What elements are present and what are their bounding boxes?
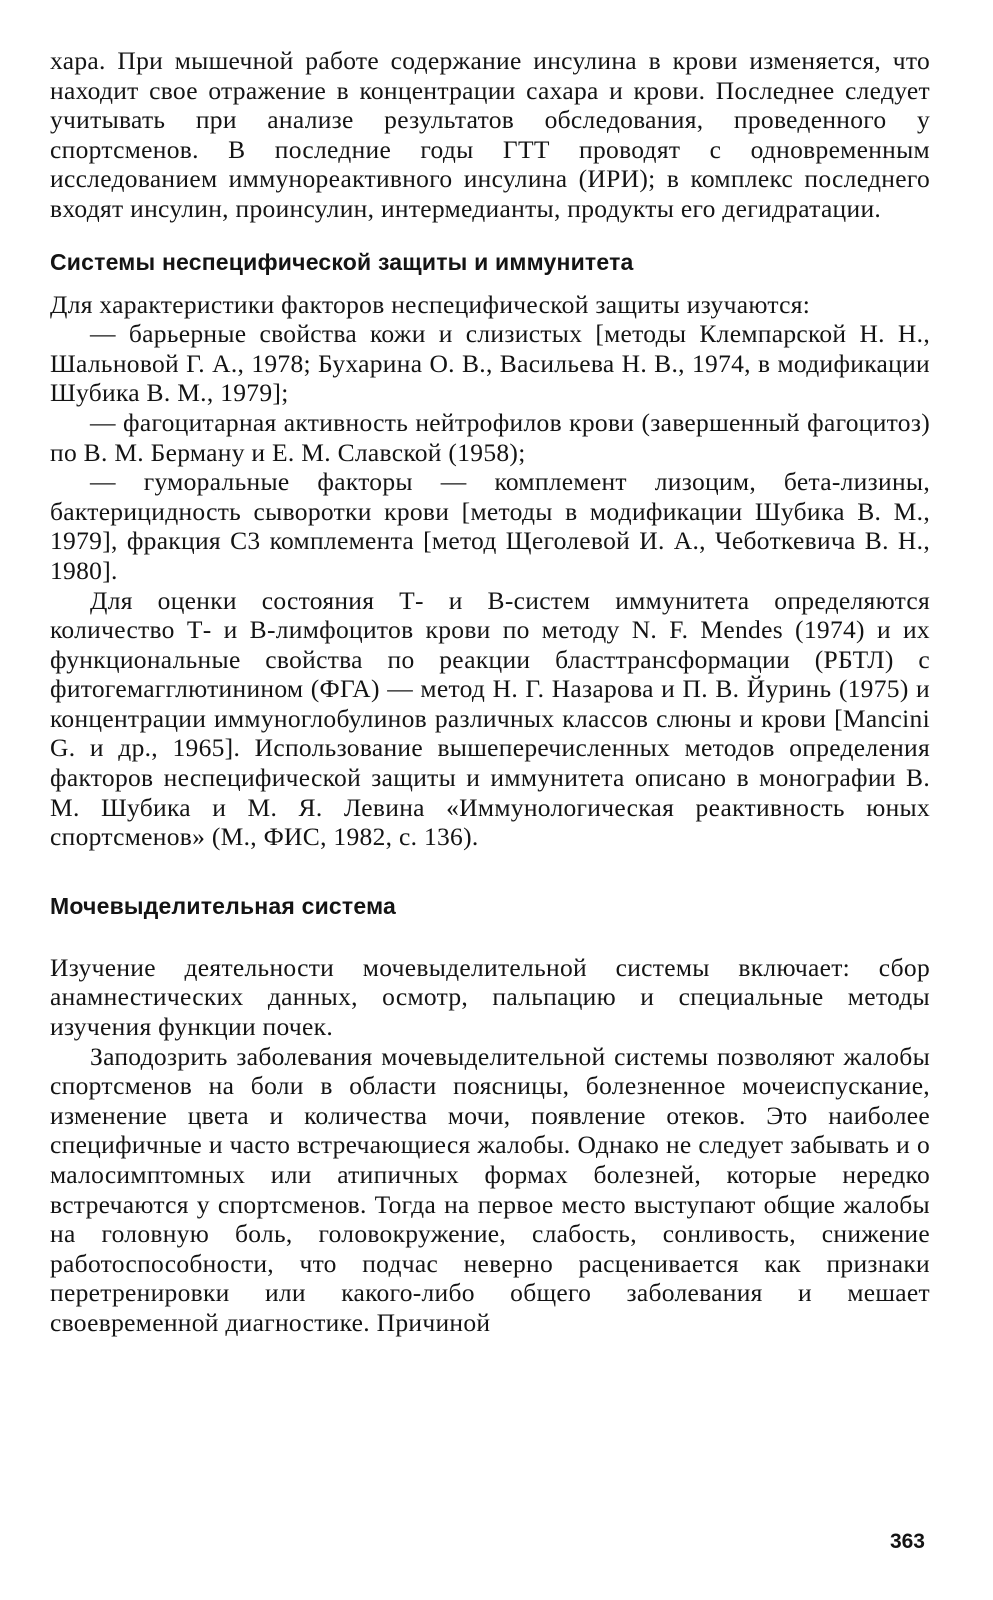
paragraph-t-b-systems: Для оценки состояния Т- и В-систем иммунитета определяются количество Т- и В-лимфоцитов крови по методу N. F. Mendes (1974) и их функциональные свойства по реакции бласттрансформации (РБТЛ) с фитогемагглютинином (ФГА) — метод Н. Г. Назарова и П. В. Йуринь (1975) и концентрации иммуноглобулинов различных классов слюны и крови [Mancini G. и др., 1965]. Использование вышеперечисленных методов определения факторов неспецифической защиты и иммунитета описано в монографии В. М. Шубика и М. Я. Левина «Иммунологическая реактивность юных спортсменов» (М., ФИС, 1982, с. 136). — [50, 585, 930, 852]
paragraph-insulin: хара. При мышечной работе содержание инсулина в крови изменяется, что находит свое отражение в концентрации сахара и крови. Последнее следует учитывать при анализе результатов обследования, проведенного у спортсменов. В последние годы ГТТ проводят с одновременным исследованием иммунореактивного инсулина (ИРИ); в комплекс последнего входят инсулин, проинсулин, интермедианты, продукты его дегидратации. — [50, 46, 930, 223]
page-content — [50, 46, 930, 1338]
list-item-barrier: — барьерные свойства кожи и слизистых [методы Клемпарской Н. Н., Шальновой Г. А., 1978; Бухарина О. В., Васильева Н. В., 1974, в модификации Шубика В. М., 1979]; — [50, 319, 930, 408]
section-heading-urinary: Мочевыделительная система — [50, 892, 396, 919]
page-number: 363 — [889, 1530, 925, 1553]
paragraph-urinary-complaints: Заподозрить заболевания мочевыделительной системы позволяют жалобы спортсменов на боли в области поясницы, болезненное мочеиспускание, изменение цвета и количества мочи, появление отеков. Это наиболее специфичные и часто встречающиеся жалобы. Однако не следует забывать и о малосимптомных или атипичных формах болезней, которые нередко встречаются у спортсменов. Тогда на первое место выступают общие жалобы на головную боль, головокружение, слабость, сонливость, снижение работоспособности, что подчас неверно расценивается как признаки перетренировки или какого-либо общего заболевания и мешает своевременной диагностике. Причиной — [50, 1041, 930, 1337]
paragraph-factors-intro: Для характеристики факторов неспецифической защиты изучаются: — [50, 289, 811, 319]
section-heading-immunity: Системы неспецифической защиты и иммунитета — [50, 248, 634, 275]
paragraph-urinary-intro: Изучение деятельности мочевыделительной системы включает: сбор анамнестических данных, осмотр, пальпацию и специальные методы изучения функции почек. — [50, 952, 930, 1042]
list-item-humoral: — гуморальные факторы — комплемент лизоцим, бета-лизины, бактерицидность сыворотки крови [методы в модификации Шубика В. М., 1979], фракция С3 комплемента [метод Щеголевой И. А., Чеботкевича В. Н., 1980]. — [50, 467, 930, 585]
list-item-phagocytic: — фагоцитарная активность нейтрофилов крови (завершенный фагоцитоз) по В. М. Берману и Е. М. Славской (1958); — [50, 407, 930, 467]
